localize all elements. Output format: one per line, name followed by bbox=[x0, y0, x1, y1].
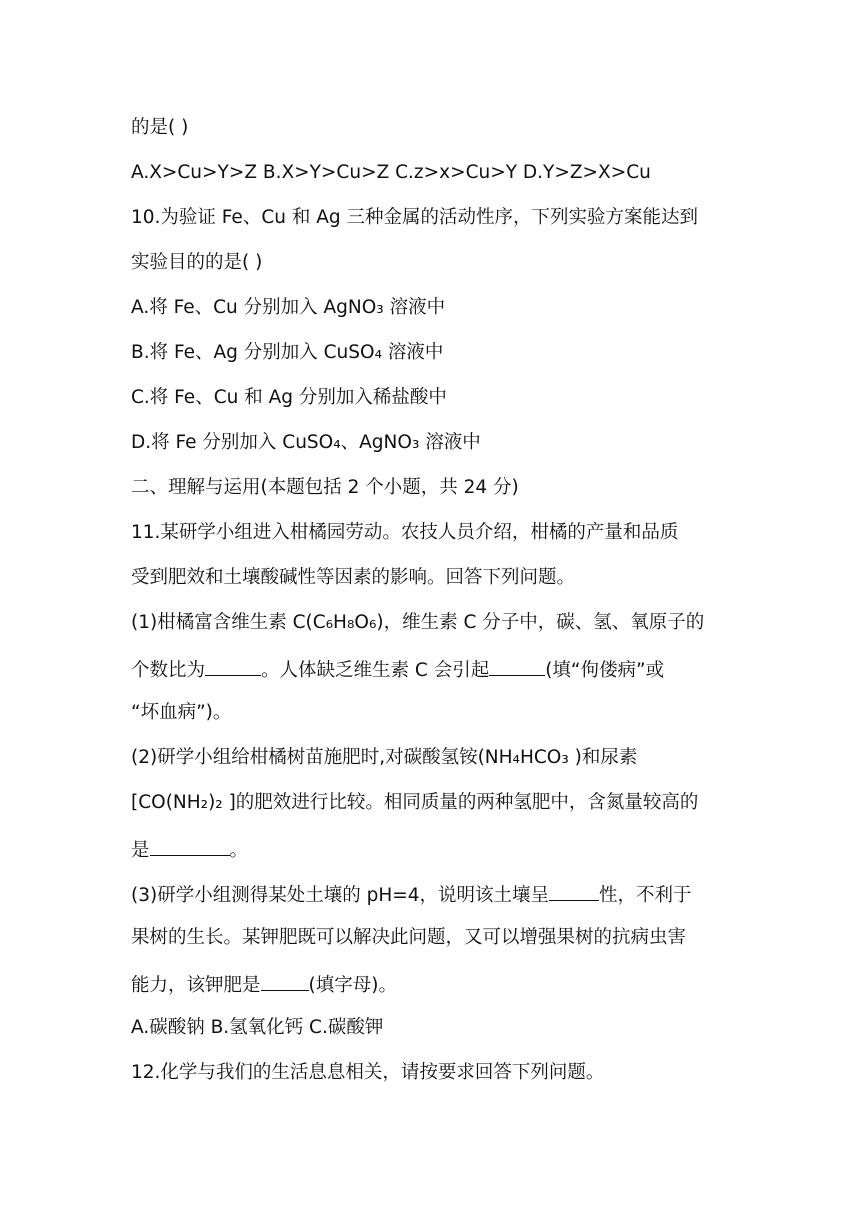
q9-options: A.X>Cu>Y>Z B.X>Y>Cu>Z C.z>x>Cu>Y D.Y>Z>X>Cu bbox=[131, 162, 651, 183]
q11-part3-cont: 果树的生长。某钾肥既可以解决此问题，又可以增强果树的抗病虫害 bbox=[131, 927, 687, 948]
answer-blank[interactable] bbox=[261, 970, 309, 991]
q9-stem-end: 的是( ) bbox=[131, 117, 189, 138]
q10-stem-cont: 实验目的的是( ) bbox=[131, 252, 263, 273]
q10-option-c: C.将 Fe、Cu 和 Ag 分别加入稀盐酸中 bbox=[131, 387, 447, 408]
q11-part1-text-c: (填“佝偻病”或 bbox=[545, 660, 665, 681]
q10-option-a: A.将 Fe、Cu 分别加入 AgNO₃ 溶液中 bbox=[131, 297, 446, 318]
q11-part3-text-a: (3)研学小组测得某处土壤的 pH=4，说明该土壤呈 bbox=[131, 885, 550, 906]
q10-option-b: B.将 Fe、Ag 分别加入 CuSO₄ 溶液中 bbox=[131, 342, 444, 363]
q10-stem: 10.为验证 Fe、Cu 和 Ag 三种金属的活动性序，下列实验方案能达到 bbox=[131, 207, 698, 228]
q11-stem: 11.某研学小组进入柑橘园劳动。农技人员介绍，柑橘的产量和品质 bbox=[131, 522, 679, 543]
q11-part2-cont: [CO(NH₂)₂ ]的肥效进行比较。相同质量的两种氢肥中，含氮量较高的 bbox=[131, 792, 699, 813]
q12-stem: 12.化学与我们的生活息息相关，请按要求回答下列问题。 bbox=[131, 1062, 605, 1083]
q11-stem-cont: 受到肥效和土壤酸碱性等因素的影响。回答下列问题。 bbox=[131, 567, 576, 588]
q11-part3-options: A.碳酸钠 B.氢氧化钙 C.碳酸钾 bbox=[131, 1017, 384, 1038]
q11-part2: (2)研学小组给柑橘树苗施肥时,对碳酸氢铵(NH₄HCO₃ )和尿素 bbox=[131, 747, 638, 768]
answer-blank[interactable] bbox=[549, 880, 599, 901]
answer-blank[interactable] bbox=[489, 655, 545, 676]
q11-part3-text-d: (填字母)。 bbox=[308, 975, 397, 996]
q11-part3-text-c: 能力，该钾肥是 bbox=[131, 975, 261, 996]
q11-part3-text-b: 性，不利于 bbox=[599, 885, 692, 906]
q11-part2-text-b: 。 bbox=[229, 840, 249, 861]
q11-part1: (1)柑橘富含维生素 C(C₆H₈O₆)，维生素 C 分子中，碳、氢、氧原子的 bbox=[131, 612, 705, 633]
q11-part1-text-a: 个数比为 bbox=[131, 660, 206, 681]
answer-blank[interactable] bbox=[150, 835, 230, 856]
q11-part2-text-a: 是 bbox=[131, 840, 150, 861]
q10-option-d: D.将 Fe 分别加入 CuSO₄、AgNO₃ 溶液中 bbox=[131, 432, 481, 453]
answer-blank[interactable] bbox=[205, 655, 261, 676]
q11-part2-end bbox=[131, 835, 248, 864]
section-two-heading: 二、理解与运用(本题包括 2 个小题，共 24 分) bbox=[131, 477, 519, 498]
q11-part3 bbox=[131, 880, 692, 909]
q11-part1-cont bbox=[131, 655, 664, 684]
q11-part1-text-b: 。人体缺乏维生素 C 会引起 bbox=[261, 660, 490, 681]
q11-part3-end bbox=[131, 970, 397, 999]
q11-part1-end: “坏血病”)。 bbox=[131, 702, 232, 723]
